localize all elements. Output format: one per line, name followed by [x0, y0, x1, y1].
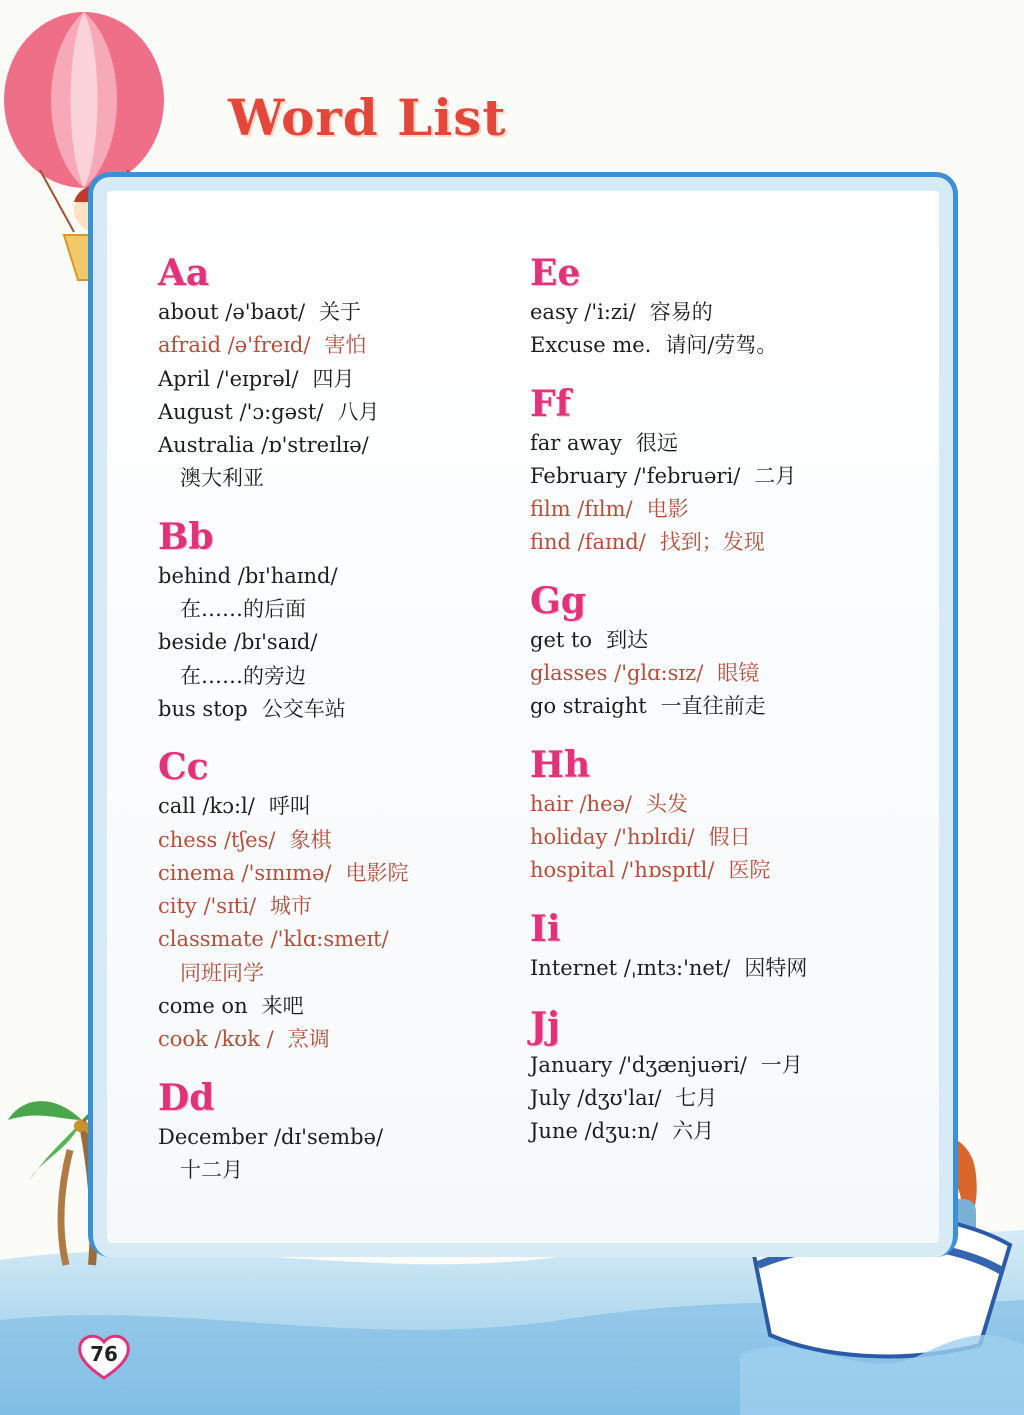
word-list-column-right: [530, 250, 910, 1167]
word-english: Australia /ɒ'streɪlɪə/: [158, 433, 369, 458]
section-f: [530, 381, 910, 560]
word-entry: [530, 657, 910, 690]
word-english: January /'dʒænjuəri/: [530, 1052, 747, 1077]
word-english: July /dʒʊ'laɪ/: [530, 1086, 662, 1111]
word-english: hair /heə/: [530, 791, 633, 816]
section-c: [158, 744, 498, 1056]
section-letter: Ii: [530, 907, 561, 950]
word-english: find /faɪnd/: [530, 530, 646, 555]
word-english: beside /bɪ'saɪd/: [158, 630, 318, 655]
word-chinese: 很远: [635, 430, 678, 455]
word-entry: [530, 624, 910, 657]
word-entry: [158, 857, 498, 890]
word-entry: [158, 329, 498, 362]
word-english: film /fɪlm/: [530, 497, 633, 522]
word-english: afraid /ə'freɪd/: [158, 333, 311, 358]
word-chinese: 同班同学: [180, 960, 264, 985]
word-chinese: 因特网: [744, 955, 808, 980]
section-a: [158, 250, 498, 496]
section-letter: Ee: [530, 252, 581, 294]
word-english: hospital /'hɒspɪtl/: [530, 858, 715, 883]
section-letter: Cc: [158, 746, 209, 789]
word-entry: [530, 952, 910, 985]
section-j: [530, 1003, 910, 1149]
word-entry: [530, 427, 910, 460]
word-chinese: 医院: [728, 858, 771, 883]
word-chinese: 十二月: [180, 1157, 243, 1182]
word-list-column-left: [158, 250, 498, 1205]
section-letter: Hh: [530, 743, 591, 786]
word-english: April /'eɪprəl/: [158, 366, 299, 391]
word-entry: [158, 990, 498, 1023]
word-chinese: 一月: [760, 1052, 803, 1077]
word-entry: [530, 821, 910, 854]
word-entry: [158, 693, 498, 726]
word-english: about /ə'baʊt/: [158, 300, 306, 324]
word-english: August /'ɔ:gəst/: [158, 399, 324, 424]
word-english: cinema /'sɪnɪmə/: [158, 860, 332, 885]
word-chinese: 在……的后面: [180, 597, 306, 622]
word-chinese: 眼镜: [717, 661, 760, 686]
word-entry: [530, 1049, 910, 1082]
word-chinese: 到达: [606, 627, 649, 652]
word-entry: [530, 460, 910, 493]
word-chinese: 二月: [754, 463, 797, 488]
word-english: holiday /'hɒlɪdi/: [530, 824, 695, 849]
word-entry: [158, 429, 498, 496]
word-english: get to: [530, 627, 593, 652]
word-entry: [158, 1121, 498, 1188]
word-chinese: 请问/劳驾。: [665, 333, 778, 358]
page-number-badge: [76, 1328, 132, 1384]
word-entry: [158, 923, 498, 990]
word-entry: [530, 1082, 910, 1115]
word-english: behind /bɪ'haɪnd/: [158, 563, 338, 588]
word-english: chess /tʃes/: [158, 827, 276, 852]
word-english: city /'sɪti/: [158, 894, 257, 919]
word-chinese: 电影: [646, 497, 689, 522]
word-chinese: 害怕: [324, 333, 367, 358]
word-entry: [530, 854, 910, 887]
word-entry: [158, 790, 498, 823]
section-letter: Jj: [530, 1004, 561, 1047]
word-entry: [530, 690, 910, 723]
word-english: Internet /ˌɪntɜ:'net/: [530, 955, 731, 980]
word-chinese: 一直往前走: [660, 694, 766, 719]
word-chinese: 四月: [312, 366, 355, 391]
word-english: easy /'i:zi/: [530, 300, 636, 324]
section-letter: Gg: [530, 579, 586, 622]
page-number: 76: [90, 1342, 118, 1366]
section-d: [158, 1075, 498, 1188]
word-entry: [530, 526, 910, 559]
word-english: bus stop: [158, 696, 248, 721]
section-letter: Bb: [158, 515, 214, 558]
word-chinese: 城市: [270, 894, 313, 919]
word-entry: [530, 329, 910, 362]
word-english: classmate /'klɑ:smeɪt/: [158, 927, 389, 952]
word-english: come on: [158, 994, 248, 1019]
word-chinese: 烹调: [287, 1027, 330, 1052]
word-entry: [158, 396, 498, 429]
word-chinese: 找到；发现: [659, 530, 765, 555]
word-chinese: 电影院: [345, 860, 409, 885]
page-title: Word List: [228, 88, 507, 147]
section-i: [530, 906, 910, 985]
word-entry: [158, 560, 498, 627]
word-chinese: 象棋: [289, 827, 332, 852]
word-chinese: 在……的旁边: [180, 663, 306, 688]
section-letter: Aa: [158, 252, 210, 294]
word-english: June /dʒu:n/: [530, 1119, 659, 1144]
word-chinese: 假日: [708, 824, 751, 849]
word-entry: [158, 1023, 498, 1056]
word-entry: [158, 890, 498, 923]
word-english: December /dɪ'sembə/: [158, 1124, 384, 1149]
word-chinese: 澳大利亚: [180, 466, 264, 491]
word-entry: [530, 493, 910, 526]
word-chinese: 公交车站: [261, 696, 346, 721]
word-entry: [530, 296, 910, 329]
section-h: [530, 742, 910, 888]
section-b: [158, 514, 498, 726]
word-chinese: 六月: [672, 1119, 715, 1144]
word-entry: [158, 296, 498, 329]
word-entry: [530, 788, 910, 821]
word-english: go straight: [530, 694, 647, 719]
word-chinese: 来吧: [261, 994, 304, 1019]
word-english: February /'februəri/: [530, 463, 741, 488]
word-entry: [158, 363, 498, 396]
word-chinese: 七月: [675, 1086, 718, 1111]
word-chinese: 头发: [646, 791, 689, 816]
word-english: cook /kʊk /: [158, 1027, 274, 1052]
section-g: [530, 578, 910, 724]
word-entry: [530, 1115, 910, 1148]
section-letter: Dd: [158, 1076, 215, 1119]
word-chinese: 呼叫: [268, 794, 311, 819]
section-e: [530, 250, 910, 363]
word-english: glasses /'glɑ:sɪz/: [530, 661, 704, 686]
word-entry: [158, 626, 498, 693]
word-chinese: 关于: [319, 300, 362, 324]
word-english: far away: [530, 430, 622, 455]
word-english: Excuse me.: [530, 333, 652, 358]
word-chinese: 容易的: [649, 300, 713, 324]
word-english: call /kɔ:l/: [158, 794, 255, 819]
word-entry: [158, 824, 498, 857]
section-letter: Ff: [530, 382, 572, 425]
word-chinese: 八月: [337, 399, 380, 424]
